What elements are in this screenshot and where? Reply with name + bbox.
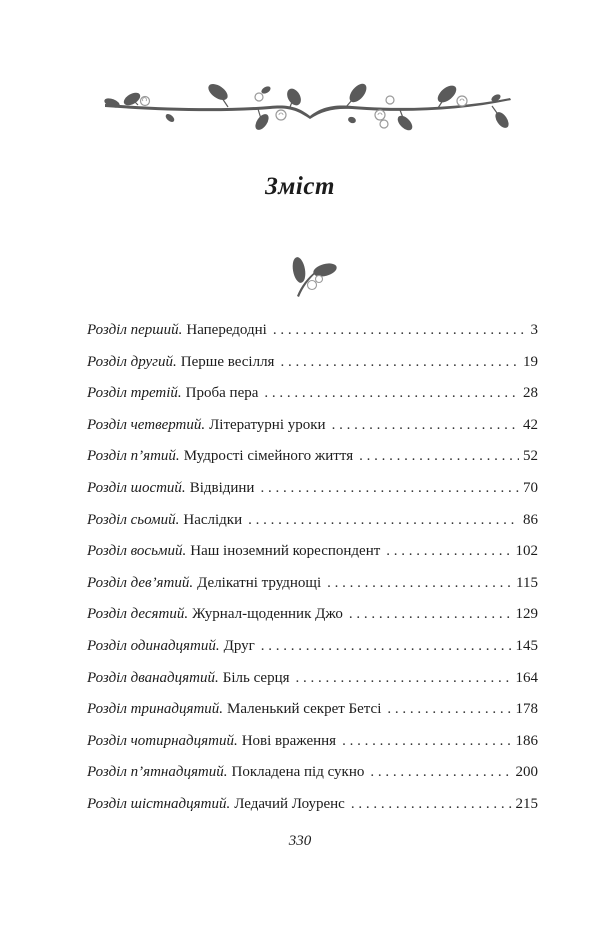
toc-chapter-label: Розділ сьомий. bbox=[87, 511, 180, 528]
toc-entry[interactable] bbox=[87, 480, 538, 512]
toc-page-number: 145 bbox=[515, 637, 538, 654]
toc-leader-dots bbox=[260, 480, 519, 497]
toc-page-number: 186 bbox=[515, 732, 538, 749]
toc-page-number: 52 bbox=[523, 448, 538, 465]
page-title: Зміст bbox=[265, 172, 335, 200]
toc-entry[interactable] bbox=[87, 322, 538, 354]
toc-page-number: 178 bbox=[515, 701, 538, 718]
toc-leader-dots bbox=[280, 354, 519, 371]
toc-chapter-title: Перше весілля bbox=[180, 353, 275, 370]
toc-chapter-title: Мудрості сімейного життя bbox=[183, 448, 354, 465]
toc-entry[interactable] bbox=[87, 354, 538, 386]
toc-chapter-label: Розділ тринадцятий. bbox=[87, 701, 224, 718]
table-of-contents bbox=[87, 322, 538, 828]
toc-chapter-label: Розділ шостий. bbox=[87, 479, 186, 496]
toc-leader-dots bbox=[261, 638, 512, 655]
toc-chapter-label: Розділ шістнадцятий. bbox=[87, 795, 231, 812]
toc-chapter-title: Журнал-щоденник Джо bbox=[192, 606, 343, 623]
toc-chapter-title: Літературні уроки bbox=[209, 416, 326, 433]
toc-chapter-title: Маленький секрет Бетсі bbox=[227, 701, 382, 718]
toc-entry[interactable] bbox=[87, 670, 538, 702]
page-number: 330 bbox=[288, 833, 312, 849]
toc-chapter-label: Розділ дев’ятий. bbox=[87, 574, 194, 591]
toc-chapter-label: Розділ восьмий. bbox=[87, 543, 187, 560]
toc-chapter-title: Напередодні bbox=[186, 322, 267, 338]
toc-page-number: 102 bbox=[515, 543, 538, 560]
toc-leader-dots bbox=[359, 448, 519, 465]
toc-chapter-label: Розділ п’ятнадцятий. bbox=[87, 764, 228, 781]
toc-chapter-title: Проба пера bbox=[185, 385, 259, 402]
toc-chapter-title: Наш іноземний кореспондент bbox=[190, 543, 381, 560]
toc-entry[interactable] bbox=[87, 543, 538, 575]
toc-chapter-title: Делікатні труднощі bbox=[197, 574, 322, 591]
toc-entry[interactable] bbox=[87, 512, 538, 544]
toc-chapter-label: Розділ десятий. bbox=[87, 606, 189, 623]
toc-chapter-label: Розділ другий. bbox=[87, 353, 177, 370]
toc-leader-dots bbox=[342, 733, 511, 750]
toc-page-number: 70 bbox=[523, 479, 538, 496]
toc-leader-dots bbox=[386, 543, 511, 560]
toc-leader-dots bbox=[351, 796, 512, 813]
toc-leader-dots bbox=[332, 417, 519, 434]
toc-page-number: 115 bbox=[516, 574, 538, 591]
toc-chapter-label: Розділ четвертий. bbox=[87, 416, 206, 433]
toc-chapter-title: Наслідки bbox=[183, 511, 243, 528]
toc-chapter-label: Розділ дванадцятий. bbox=[87, 669, 219, 686]
toc-leader-dots bbox=[273, 322, 527, 339]
toc-entry[interactable] bbox=[87, 701, 538, 733]
toc-entry[interactable] bbox=[87, 796, 538, 828]
toc-chapter-title: Біль серця bbox=[222, 669, 290, 686]
toc-chapter-title: Друг bbox=[223, 637, 255, 654]
toc-leader-dots bbox=[370, 764, 511, 781]
toc-page-number: 164 bbox=[515, 669, 538, 686]
toc-chapter-title: Покладена під сукно bbox=[231, 764, 365, 781]
toc-chapter-label: Розділ перший. bbox=[87, 322, 183, 338]
toc-entry[interactable] bbox=[87, 575, 538, 607]
toc-page-number: 19 bbox=[523, 353, 538, 370]
toc-chapter-title: Нові враження bbox=[241, 732, 337, 749]
toc-page-number: 42 bbox=[523, 416, 538, 433]
toc-entry[interactable] bbox=[87, 638, 538, 670]
toc-page-number: 129 bbox=[515, 606, 538, 623]
toc-leader-dots bbox=[387, 701, 511, 718]
toc-leader-dots bbox=[327, 575, 512, 592]
toc-page-number: 86 bbox=[523, 511, 538, 528]
vine-ornament-icon bbox=[100, 70, 515, 140]
toc-entry[interactable] bbox=[87, 733, 538, 765]
toc-leader-dots bbox=[349, 606, 512, 623]
toc-leader-dots bbox=[264, 385, 519, 402]
toc-entry[interactable] bbox=[87, 764, 538, 796]
toc-page-number: 215 bbox=[515, 795, 538, 812]
toc-page-number: 200 bbox=[515, 764, 538, 781]
toc-chapter-title: Ледачий Лоуренс bbox=[234, 795, 345, 812]
toc-chapter-label: Розділ п’ятий. bbox=[87, 448, 180, 465]
toc-chapter-title: Відвідини bbox=[189, 479, 255, 496]
toc-entry[interactable] bbox=[87, 606, 538, 638]
toc-chapter-label: Розділ одинадцятий. bbox=[87, 637, 220, 654]
toc-chapter-label: Розділ чотирнадцятий. bbox=[87, 732, 238, 749]
toc-entry[interactable] bbox=[87, 448, 538, 480]
toc-leader-dots bbox=[248, 512, 519, 529]
toc-page-number: 28 bbox=[523, 385, 538, 402]
leaf-sprig-icon bbox=[283, 252, 343, 302]
toc-entry[interactable] bbox=[87, 385, 538, 417]
toc-page-number: 3 bbox=[530, 322, 538, 338]
toc-chapter-label: Розділ третій. bbox=[87, 385, 182, 402]
toc-entry[interactable] bbox=[87, 417, 538, 449]
toc-leader-dots bbox=[296, 670, 512, 687]
